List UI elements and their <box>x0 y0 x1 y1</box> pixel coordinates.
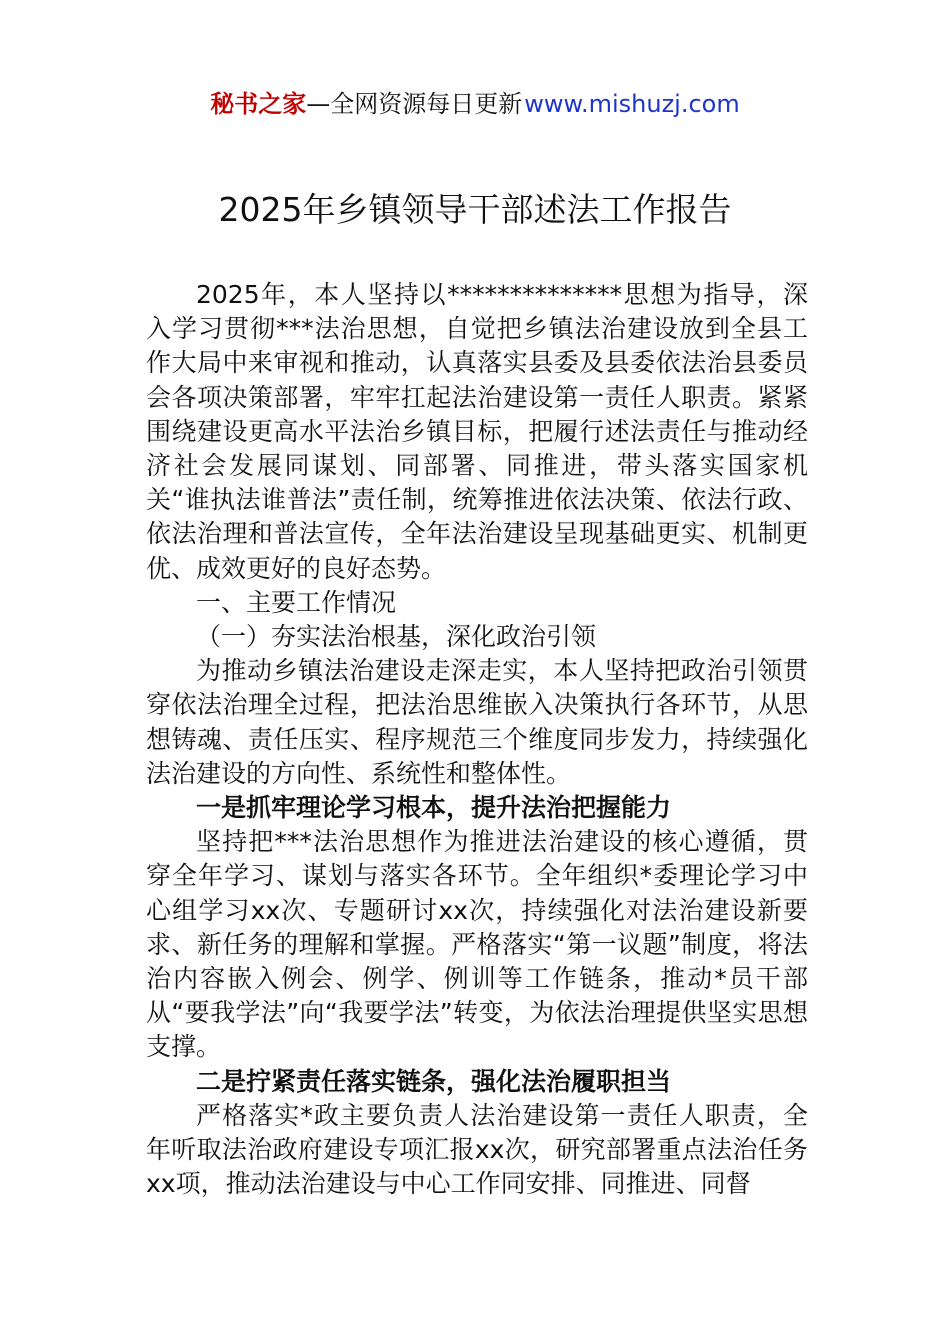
body-paragraph: 坚持把***法治思想作为推进法治建设的核心遵循，贯穿全年学习、谋划与落实各环节。全年组织*委理论学习中心组学习xx次、专题研讨xx次，持续强化对法治建设新要求、新任务的理解和掌握。严格落实“第一议题”制度，将法治内容嵌入例会、例学、例训等工作链条，推动*员干部从“要我学法”向“我要学法”转变，为依法治理提供坚实思想支撑。 <box>146 827 808 1062</box>
bold-point-heading: 一是抓牢理论学习根本，提升法治把握能力 <box>196 793 672 823</box>
section-heading: 一、主要工作情况 <box>196 587 397 617</box>
site-header <box>0 86 950 122</box>
site-tagline: —全网资源每日更新 <box>306 90 523 118</box>
subsection-heading: （一）夯实法治根基，深化政治引领 <box>196 622 597 652</box>
body-paragraph: 严格落实*政主要负责人法治建设第一责任人职责，全年听取法治政府建设专项汇报xx次，研究部署重点法治任务xx项，推动法治建设与中心工作同安排、同推进、同督 <box>146 1100 808 1199</box>
site-url-link[interactable]: www.mishuzj.com <box>524 90 740 118</box>
body-paragraph: 为推动乡镇法治建设走深走实，本人坚持把政治引领贯穿依法治理全过程，把法治思维嵌入决策执行各环节，从思想铸魂、责任压实、程序规范三个维度同步发力，持续强化法治建设的方向性、系统性和整体性。 <box>146 656 808 788</box>
site-brand: 秘书之家 <box>210 90 307 118</box>
intro-paragraph: 2025年，本人坚持以**************思想为指导，深入学习贯彻***法治思想，自觉把乡镇法治建设放到全县工作大局中来审视和推动，认真落实县委及县委依法治县委员会各项决策部署，牢牢扛起法治建设第一责任人职责。紧紧围绕建设更高水平法治乡镇目标，把履行述法责任与推动经济社会发展同谋划、同部署、同推进，带头落实国家机关“谁执法谁普法”责任制，统筹推进依法决策、依法行政、依法治理和普法宣传，全年法治建设呈现基础更实、机制更优、成效更好的良好态势。 <box>146 280 808 583</box>
document-body <box>146 278 808 1201</box>
bold-point-heading: 二是拧紧责任落实链条，强化法治履职担当 <box>196 1066 672 1096</box>
document-title: 2025年乡镇领导干部述法工作报告 <box>218 190 732 229</box>
